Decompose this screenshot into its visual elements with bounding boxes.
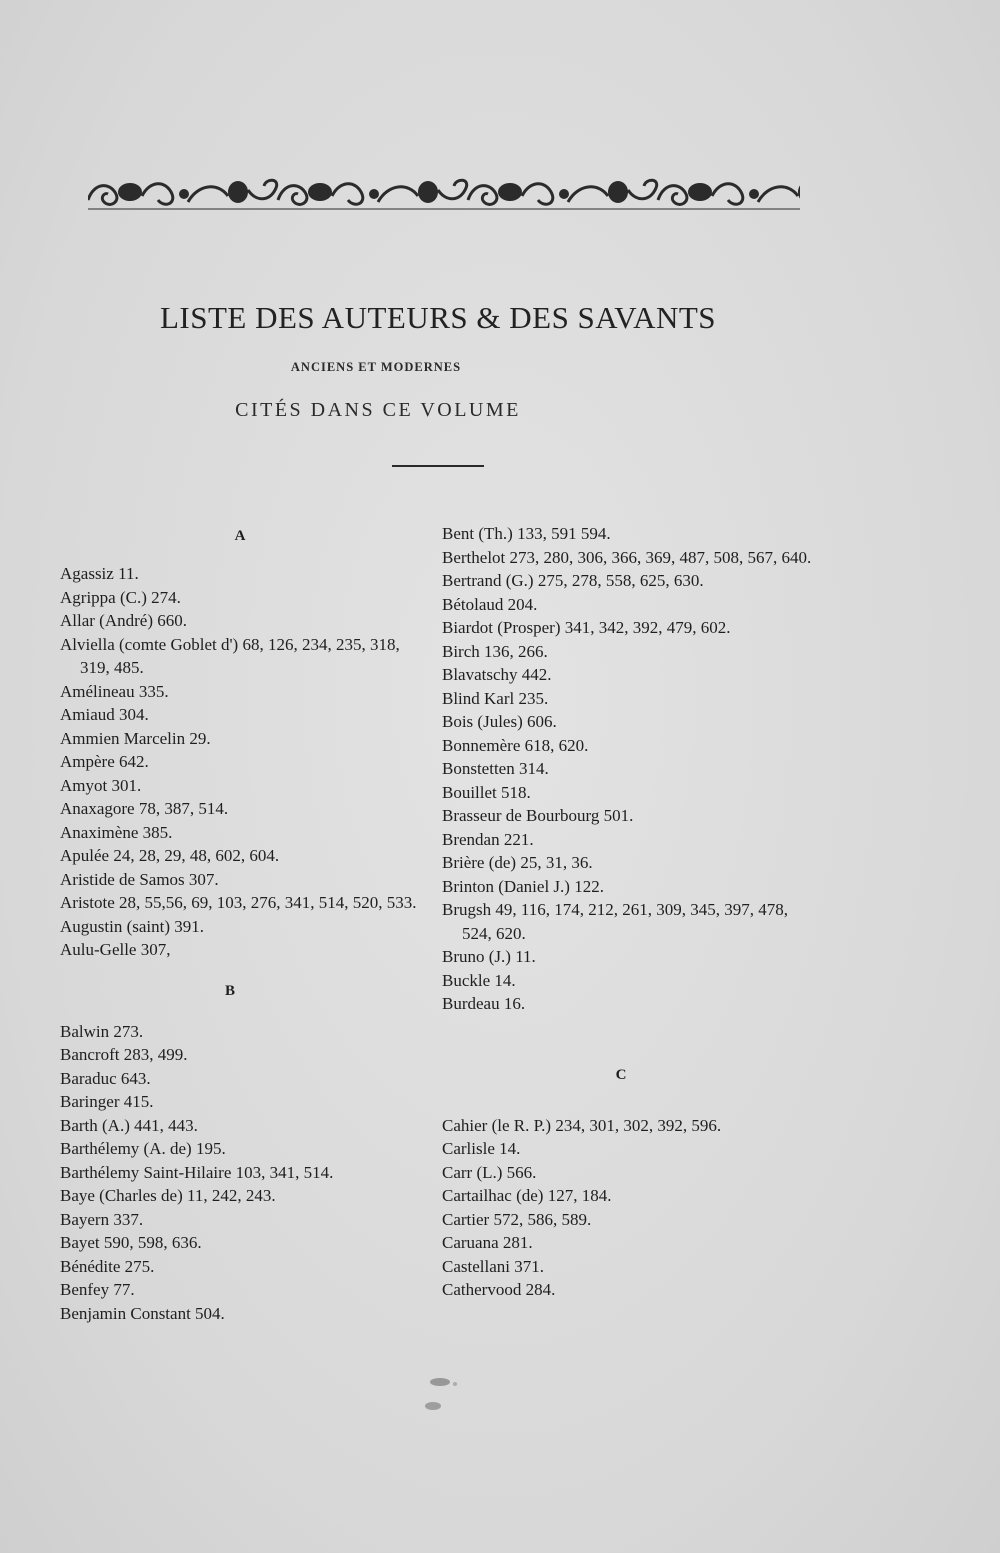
index-entry: Caruana 281. bbox=[442, 1233, 533, 1252]
index-entry: Bénédite 275. bbox=[60, 1256, 155, 1276]
index-entry: Benjamin Constant 504. bbox=[60, 1303, 225, 1323]
index-entry: Barthélemy (A. de) 195. bbox=[60, 1139, 226, 1158]
index-entry: Cahier (le R. P.) 234, 301, 302, 392, 596. bbox=[442, 1115, 722, 1135]
index-entry: Buckle 14. bbox=[442, 970, 516, 990]
section-letter-a: A bbox=[234, 528, 246, 544]
index-entry: Birch 136, 266. bbox=[442, 641, 548, 661]
index-entry: Baringer 415. bbox=[60, 1092, 154, 1111]
index-entry: Benfey 77. bbox=[60, 1280, 135, 1299]
index-entry: Bois (Jules) 606. bbox=[442, 712, 557, 731]
index-entry: Castellani 371. bbox=[442, 1256, 544, 1276]
index-entry: Aulu-Gelle 307, bbox=[60, 940, 171, 959]
index-entry: Bonstetten 314. bbox=[442, 759, 549, 778]
index-entry: Berthelot 273, 280, 306, 366, 369, 487, 508, 567, 640. bbox=[442, 547, 812, 567]
index-entry: Amélineau 335. bbox=[60, 681, 169, 701]
index-entry: Anaxagore 78, 387, 514. bbox=[60, 799, 229, 818]
index-entry: Bertrand (G.) 275, 278, 558, 625, 630. bbox=[442, 571, 704, 590]
index-entry: Bancroft 283, 499. bbox=[60, 1045, 188, 1064]
index-entry: Balwin 273. bbox=[60, 1021, 144, 1041]
index-entry: Barth (A.) 441, 443. bbox=[60, 1115, 198, 1135]
subtitle: ANCIENS ET MODERNES bbox=[290, 360, 462, 374]
section-letter-b: B bbox=[224, 982, 235, 999]
index-entry: Bent (Th.) 133, 591 594. bbox=[442, 524, 611, 543]
index-entry: Baye (Charles de) 11, 242, 243. bbox=[60, 1186, 276, 1205]
index-entry: Ampère 642. bbox=[60, 752, 149, 771]
index-entry: Blavatschy 442. bbox=[442, 665, 552, 684]
index-entry: Bruno (J.) 11. bbox=[442, 947, 536, 966]
index-entry: Cartailhac (de) 127, 184. bbox=[442, 1186, 612, 1205]
index-entry: Aristote 28, 55,56, 69, 103, 276, 341, 514, 520, 533. bbox=[60, 893, 417, 912]
page-title: LISTE DES AUTEURS & DES SAVANTS bbox=[159, 300, 717, 335]
right-column bbox=[442, 522, 814, 1302]
index-entry: Bayern 337. bbox=[60, 1209, 144, 1229]
index-entry: Burdeau 16. bbox=[442, 994, 526, 1013]
ink-smudge bbox=[395, 1360, 485, 1420]
index-entry: Bonnemère 618, 620. bbox=[442, 735, 589, 755]
index-entry: Brugsh 49, 116, 174, 212, 261, 309, 345, 397, 478, 524, 620. bbox=[442, 900, 788, 943]
left-column bbox=[60, 525, 430, 1325]
index-entry: Brière (de) 25, 31, 36. bbox=[442, 853, 593, 872]
index-entry: Barthélemy Saint-Hilaire 103, 341, 514. bbox=[60, 1162, 334, 1182]
title-rule bbox=[392, 465, 484, 467]
index-entry: Augustin (saint) 391. bbox=[60, 916, 205, 936]
index-entry: Alviella (comte Goblet d') 68, 126, 234, 235, 318, 319, 485. bbox=[60, 634, 400, 677]
index-entry: Bouillet 518. bbox=[442, 782, 531, 802]
index-entry: Allar (André) 660. bbox=[60, 611, 187, 630]
index-entry: Cathervood 284. bbox=[442, 1280, 556, 1299]
index-entry: Anaximène 385. bbox=[60, 822, 173, 842]
index-entry: Ammien Marcelin 29. bbox=[60, 728, 211, 748]
index-entry: Apulée 24, 28, 29, 48, 602, 604. bbox=[60, 846, 280, 865]
index-entry: Biardot (Prosper) 341, 342, 392, 479, 602. bbox=[442, 618, 731, 637]
index-entry: Amyot 301. bbox=[60, 775, 142, 795]
index-entry: Brasseur de Bourbourg 501. bbox=[442, 806, 634, 825]
ornamental-border bbox=[88, 172, 800, 214]
index-entry: Baraduc 643. bbox=[60, 1068, 151, 1088]
index-entry: Brinton (Daniel J.) 122. bbox=[442, 876, 604, 896]
index-entry: Bayet 590, 598, 636. bbox=[60, 1233, 202, 1252]
index-entry: Brendan 221. bbox=[442, 829, 534, 849]
index-entry: Cartier 572, 586, 589. bbox=[442, 1209, 592, 1229]
index-entry: Carr (L.) 566. bbox=[442, 1162, 537, 1182]
section-letter-c: C bbox=[615, 1066, 627, 1083]
index-entry: Agassiz 11. bbox=[60, 564, 139, 583]
index-entry: Carlisle 14. bbox=[442, 1139, 521, 1158]
index-entry: Blind Karl 235. bbox=[442, 688, 549, 708]
index-entry: Aristide de Samos 307. bbox=[60, 869, 219, 889]
index-entry: Bétolaud 204. bbox=[442, 594, 538, 614]
index-entry: Amiaud 304. bbox=[60, 705, 149, 724]
subtitle-cites: CITÉS DANS CE VOLUME bbox=[235, 399, 521, 421]
index-entry: Agrippa (C.) 274. bbox=[60, 587, 181, 607]
